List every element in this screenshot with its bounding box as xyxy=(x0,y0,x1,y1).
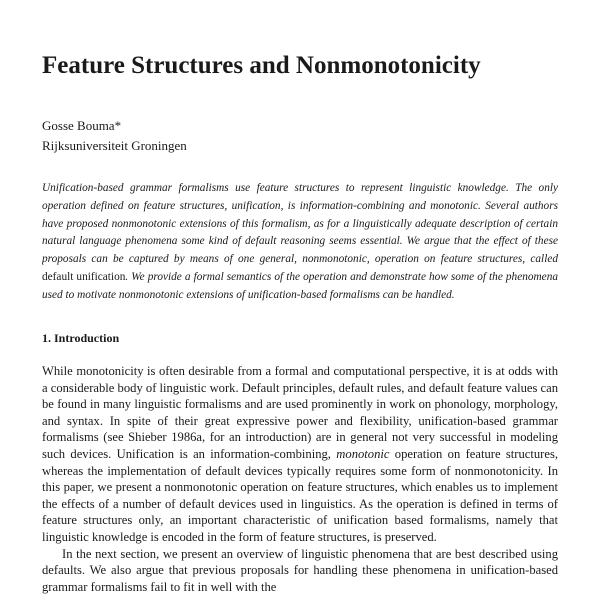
paragraph-1-text-1: While monotonicity is often desirable from a formal and computational perspective, it is at odds with a considerable body of linguistic work. Default principles, default rules, and default feature values can be found in many linguistic formalisms and are used prominently in work on phonology, morphology, and syntax. In spite of their great expressive power and flexibility, unification-based grammar formalisms (see Shieber 1986a, for an introduction) are in general not very successful in modeling such devices. Unification is an information-combining, xyxy=(42,364,558,461)
paragraph-2: In the next section, we present an overview of linguistic phenomena that are best described using defaults. We also argue that previous proposals for handling these phenomena in unification-based grammar formalisms fail to fit in well with the xyxy=(42,546,558,594)
section-heading: 1. Introduction xyxy=(42,331,120,345)
author-name: Gosse Bouma* xyxy=(42,118,122,133)
abstract-term: default unification xyxy=(42,270,126,283)
paragraph-1 xyxy=(42,363,558,546)
author-affiliation: Rijksuniversiteit Groningen xyxy=(42,138,187,153)
paragraph-1-emphasis: monotonic xyxy=(336,446,390,461)
paper-page xyxy=(42,0,558,600)
abstract-text-2: . We provide a formal semantics of the operation and demonstrate how some of the phenomena used to motivate nonmonotonic extensions of unification-based formalisms can be handled. xyxy=(42,270,558,301)
paragraph-1-text-2: operation on feature structures, whereas the implementation of default devices typically requires some form of nonmonotonicity. In this paper, we present a nonmonotonic operation on feature structures, which enables us to implement the effects of a number of default devices used in linguistics. As the operation is defined in terms of feature structures only, an important characteristic of unification based formalisms, namely that linguistic knowledge is encoded in the form of feature structures, is preserved. xyxy=(42,446,558,544)
abstract xyxy=(42,180,558,305)
abstract-text-1: Unification-based grammar formalisms use feature structures to represent linguistic knowledge. The only operation defined on feature structures, unification, is information-combining and monotonic. Several authors have proposed nonmonotonic extensions of this formalism, as for a linguistically adequate description of certain natural language phenomena some kind of default reasoning seems essential. We argue that the effect of these proposals can be captured by means of one general, nonmonotonic, operation on feature structures, called xyxy=(42,182,558,266)
paper-title: Feature Structures and Nonmonotonicity xyxy=(42,52,481,79)
body-text xyxy=(42,363,558,595)
